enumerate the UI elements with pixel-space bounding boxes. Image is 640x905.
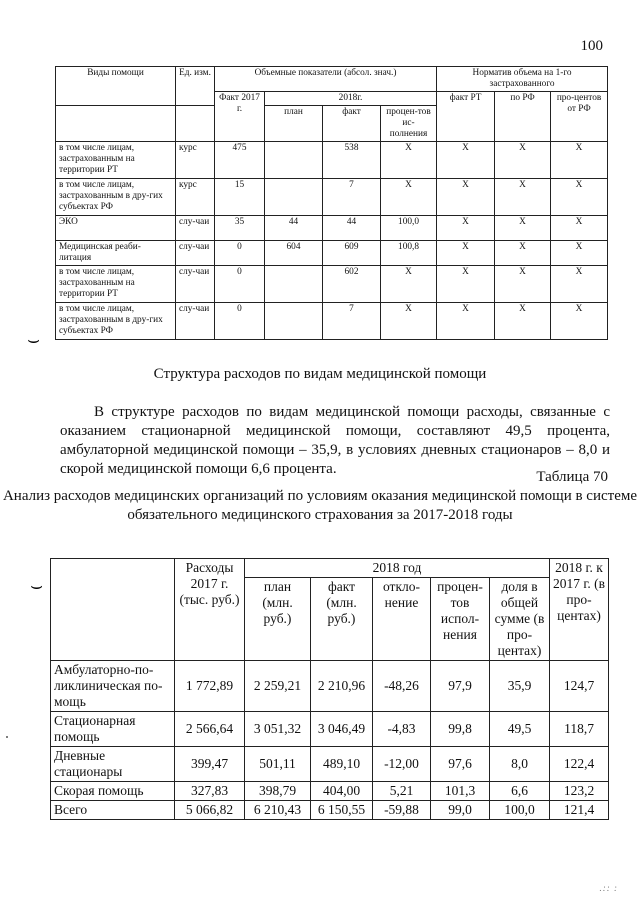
row-pct-rf: X (551, 241, 608, 266)
header-vs2017: 2018 г. к 2017 г. (в про-центах) (550, 559, 609, 661)
row-rf: X (495, 241, 551, 266)
header-pct-done: процен-тов ис-полнения (381, 106, 437, 142)
header-unit: Ед. изм. (176, 67, 215, 106)
row-rf: X (495, 179, 551, 216)
table-row (56, 303, 608, 340)
row-pct-rf: X (551, 142, 608, 179)
row-fact: 602 (323, 266, 381, 303)
table-row (56, 266, 608, 303)
row-plan (265, 303, 323, 340)
row-fact: 3 046,49 (311, 712, 373, 747)
row-name: в том числе лицам, застрахованным в дру-гих субъектах РФ (56, 303, 176, 340)
row-plan: 44 (265, 216, 323, 241)
header-blank (176, 106, 215, 142)
header-plan: план (млн. руб.) (245, 578, 311, 661)
table-row (51, 747, 609, 782)
header-fact-rt: факт РТ (437, 92, 495, 142)
row-plan: 398,79 (245, 782, 311, 801)
row-vs2017: 123,2 (550, 782, 609, 801)
row-pct: 97,9 (431, 661, 490, 712)
row-share: 6,6 (490, 782, 550, 801)
row-plan (265, 142, 323, 179)
header-rf: по РФ (495, 92, 551, 142)
row-fact: 538 (323, 142, 381, 179)
header-blank (56, 106, 176, 142)
row-exp2017: 5 066,82 (175, 801, 245, 820)
row-pct: X (381, 303, 437, 340)
row-exp2017: 399,47 (175, 747, 245, 782)
table-row (51, 712, 609, 747)
row-name: в том числе лицам, застрахованным на территории РТ (56, 266, 176, 303)
row-vs2017: 121,4 (550, 801, 609, 820)
row-share: 35,9 (490, 661, 550, 712)
row-plan: 3 051,32 (245, 712, 311, 747)
header-dev: откло-нение (373, 578, 431, 661)
header-share: доля в общей сумме (в про-центах) (490, 578, 550, 661)
row-dev: -4,83 (373, 712, 431, 747)
row-fact-rt: X (437, 303, 495, 340)
row-unit: курс (176, 142, 215, 179)
row-dev: -59,88 (373, 801, 431, 820)
row-fact-rt: X (437, 142, 495, 179)
row-name: Медицинская реаби-литация (56, 241, 176, 266)
row-pct-rf: X (551, 266, 608, 303)
row-rf: X (495, 266, 551, 303)
row-vs2017: 118,7 (550, 712, 609, 747)
row-plan (265, 266, 323, 303)
row-rf: X (495, 303, 551, 340)
row-fact-rt: X (437, 216, 495, 241)
header-fact: факт (323, 106, 381, 142)
row-vs2017: 122,4 (550, 747, 609, 782)
header-exp2017: Расходы 2017 г. (тыс. руб.) (175, 559, 245, 661)
row-name: Скорая помощь (51, 782, 175, 801)
row-fact2017: 0 (215, 241, 265, 266)
header-year2018: 2018 год (245, 559, 550, 578)
table-label: Таблица 70 (536, 469, 608, 485)
header-pct-done: процен-тов испол-нения (431, 578, 490, 661)
page-number: 100 (580, 38, 603, 54)
table-row (51, 661, 609, 712)
row-pct-rf: X (551, 216, 608, 241)
table-caption: Анализ расходов медицинских организаций по условиям оказания медицинской помощи в системе обязательного медицинского страхования за 2017-2018 годы (2, 488, 638, 523)
table-row (56, 179, 608, 216)
row-fact-rt: X (437, 179, 495, 216)
row-pct: 101,3 (431, 782, 490, 801)
row-pct: X (381, 179, 437, 216)
table-row (51, 782, 609, 801)
row-unit: слу-чаи (176, 241, 215, 266)
header-pct-rf: про-центов от РФ (551, 92, 608, 142)
header-blank (51, 559, 175, 661)
row-plan: 501,11 (245, 747, 311, 782)
table-row (56, 216, 608, 241)
row-fact2017: 35 (215, 216, 265, 241)
row-name: ЭКО (56, 216, 176, 241)
header-fact: факт (млн. руб.) (311, 578, 373, 661)
row-fact2017: 15 (215, 179, 265, 216)
row-fact-rt: X (437, 266, 495, 303)
header-plan: план (265, 106, 323, 142)
row-rf: X (495, 142, 551, 179)
row-unit: слу-чаи (176, 216, 215, 241)
row-pct: 99,0 (431, 801, 490, 820)
row-share: 100,0 (490, 801, 550, 820)
row-exp2017: 327,83 (175, 782, 245, 801)
row-unit: курс (176, 179, 215, 216)
volume-indicators-table (55, 66, 608, 340)
row-plan: 2 259,21 (245, 661, 311, 712)
row-fact: 2 210,96 (311, 661, 373, 712)
header-kind: Виды помощи (56, 67, 176, 106)
row-pct-rf: X (551, 303, 608, 340)
row-name: Стационарная помощь (51, 712, 175, 747)
row-pct: 100,0 (381, 216, 437, 241)
row-fact2017: 475 (215, 142, 265, 179)
section-heading: Структура расходов по видам медицинской помощи (153, 366, 487, 382)
row-pct: X (381, 142, 437, 179)
row-vs2017: 124,7 (550, 661, 609, 712)
row-fact: 7 (323, 179, 381, 216)
row-unit: слу-чаи (176, 266, 215, 303)
row-name: в том числе лицам, застрахованным в дру-гих субъектах РФ (56, 179, 176, 216)
row-fact-rt: X (437, 241, 495, 266)
margin-mark: ⌣ (30, 575, 44, 597)
row-share: 8,0 (490, 747, 550, 782)
row-dev: -48,26 (373, 661, 431, 712)
row-fact: 6 150,55 (311, 801, 373, 820)
row-pct: 99,8 (431, 712, 490, 747)
expenses-analysis-table (50, 558, 609, 820)
row-fact2017: 0 (215, 303, 265, 340)
table-row (56, 142, 608, 179)
body-paragraph: В структуре расходов по видам медицинской помощи расходы, связанные с оказанием стационарной медицинской помощи, составляют 49,5 процента, амбулаторной медицинской помощи – 35,9, в условиях дневных стационаров – 8,0 и скорой медицинской помощи 6,6 процента. (60, 404, 610, 477)
header-norm: Норматив объема на 1-го застрахованного (437, 67, 608, 92)
row-fact: 7 (323, 303, 381, 340)
row-exp2017: 2 566,64 (175, 712, 245, 747)
row-fact: 404,00 (311, 782, 373, 801)
row-plan (265, 179, 323, 216)
row-pct-rf: X (551, 179, 608, 216)
row-dev: 5,21 (373, 782, 431, 801)
table-row (51, 801, 609, 820)
row-dev: -12,00 (373, 747, 431, 782)
row-unit: слу-чаи (176, 303, 215, 340)
row-pct: X (381, 266, 437, 303)
row-exp2017: 1 772,89 (175, 661, 245, 712)
row-plan: 6 210,43 (245, 801, 311, 820)
row-plan: 604 (265, 241, 323, 266)
header-fact2017: Факт 2017 г. (215, 92, 265, 142)
row-fact: 489,10 (311, 747, 373, 782)
row-rf: X (495, 216, 551, 241)
row-share: 49,5 (490, 712, 550, 747)
row-pct: 97,6 (431, 747, 490, 782)
row-fact: 44 (323, 216, 381, 241)
header-volume: Объемные показатели (абсол. знач.) (215, 67, 437, 92)
row-fact2017: 0 (215, 266, 265, 303)
row-pct: 100,8 (381, 241, 437, 266)
header-year2018: 2018г. (265, 92, 437, 106)
margin-mark: ⌣ (27, 329, 41, 351)
corner-mark: .:: : (599, 883, 618, 893)
row-name: в том числе лицам, застрахованным на территории РТ (56, 142, 176, 179)
table-row (56, 241, 608, 266)
row-name: Всего (51, 801, 175, 820)
speck (6, 736, 8, 738)
row-name: Дневные стационары (51, 747, 175, 782)
row-name: Амбулаторно-по-ликлиническая по-мощь (51, 661, 175, 712)
row-fact: 609 (323, 241, 381, 266)
